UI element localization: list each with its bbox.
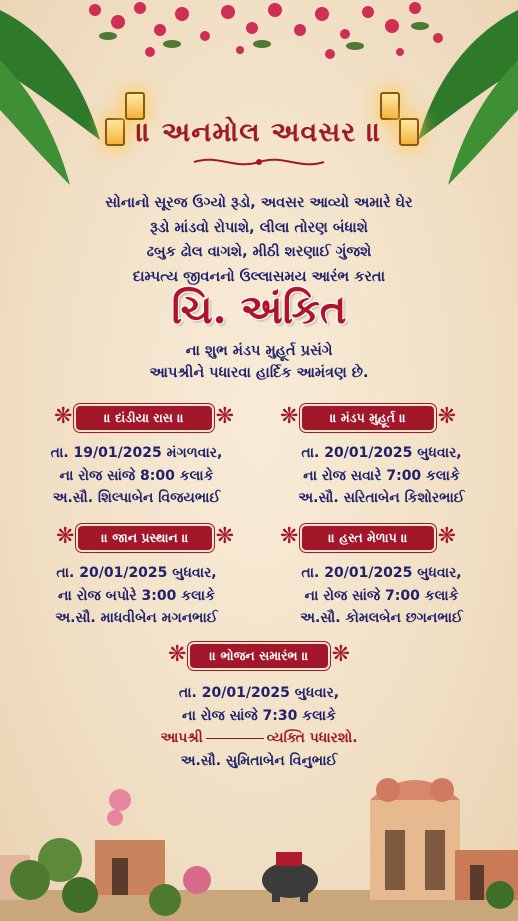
event-banner-hast: ❋ ॥ હસ્ત મેળાપ ॥ ❋ — [302, 526, 434, 550]
palace-scenery-decoration — [0, 760, 518, 921]
guest-blank-field — [206, 738, 264, 739]
guest-count-line — [109, 727, 409, 750]
guest-label: આપશ્રી — [160, 730, 203, 746]
verse-line: ઢબુક ઢોલ વાગશે, મીઠી શરણાઈ ગુંજશે — [146, 244, 372, 260]
lantern-icon — [380, 92, 400, 120]
event-banner-dandiya: ❋ ॥ દાંડીયા રાસ ॥ ❋ — [76, 406, 212, 430]
guest-suffix: વ્યક્તિ પધારશો. — [266, 730, 358, 746]
ornament-divider — [189, 152, 329, 172]
invitation-text — [0, 340, 518, 384]
event-hast-details — [259, 562, 504, 630]
groom-name: ચિ. અંકિત — [171, 286, 347, 333]
invitation-line: આપશ્રીને પધારવા હાર્દિક આમંત્રણ છે. — [149, 365, 369, 381]
verse-line: રૂડો માંડવો રોપાશે, લીલા તોરણ બંધાશે — [150, 219, 368, 236]
event-banner-bhojan: ❋ ॥ ભોજન સમારંભ ॥ ❋ — [190, 644, 328, 668]
verse-line: સોનાનો સૂરજ ઉગ્યો રૂડો, અવસર આવ્યો અમારે ઘેર — [105, 195, 413, 211]
event-jaan-details — [14, 562, 259, 630]
event-time: ના રોજ સાંજે 8:00 કલાકે — [59, 467, 214, 484]
event-time: ના રોજ બપોરે 3:00 કલાકે — [57, 587, 215, 604]
event-mandap-details — [259, 442, 504, 510]
event-time: ના રોજ સવારે 7:00 કલાકે — [303, 467, 460, 484]
event-time: ના રોજ સાંજે 7:00 કલાકે — [304, 587, 459, 604]
event-bhojan-details — [109, 682, 409, 772]
event-date: તા. 19/01/2025 મંગળવાર, — [50, 445, 223, 461]
event-host: અ.સૌ. માધવીબેન મગનભાઈ — [55, 610, 218, 626]
page-title: ॥ અનમોલ અવસર ॥ — [136, 117, 382, 148]
event-host: અ.સૌ. શિલ્પાબેન વિજયભાઈ — [52, 490, 221, 506]
invitation-line: ના શુભ મંડપ મુહૂર્ત પ્રસંગે — [185, 343, 333, 359]
event-date: તા. 20/01/2025 બુધવાર, — [56, 565, 217, 581]
lantern-icon — [125, 92, 145, 120]
event-host: અ.સૌ. સુમિતાબેન વિનુભાઈ — [180, 752, 338, 769]
event-date: તા. 20/01/2025 બુધવાર, — [178, 685, 340, 701]
leaf-right-icon — [408, 0, 518, 190]
event-date: તા. 20/01/2025 બુધવાર, — [301, 565, 462, 581]
event-time: ના રોજ સાંજે 7:30 કલાકે — [182, 707, 336, 724]
verse — [0, 191, 518, 289]
event-host: અ.સૌ. કોમલબેન છગનભાઈ — [300, 610, 463, 626]
event-banner-jaan: ❋ ॥ જાન પ્રસ્થાન ॥ ❋ — [78, 526, 212, 550]
event-host: અ.સૌ. સરિતાબેન કિશોરભાઈ — [298, 490, 465, 506]
event-banner-mandap: ❋ ॥ મંડપ મુહૂર્ત ॥ ❋ — [302, 406, 434, 430]
leaf-left-icon — [0, 0, 110, 190]
event-dandiya-details — [14, 442, 259, 510]
verse-line: દામ્પત્ય જીવનનો ઉલ્લાસમય આરંભ કરતા — [132, 268, 386, 285]
event-date: તા. 20/01/2025 બુધવાર, — [301, 445, 462, 461]
